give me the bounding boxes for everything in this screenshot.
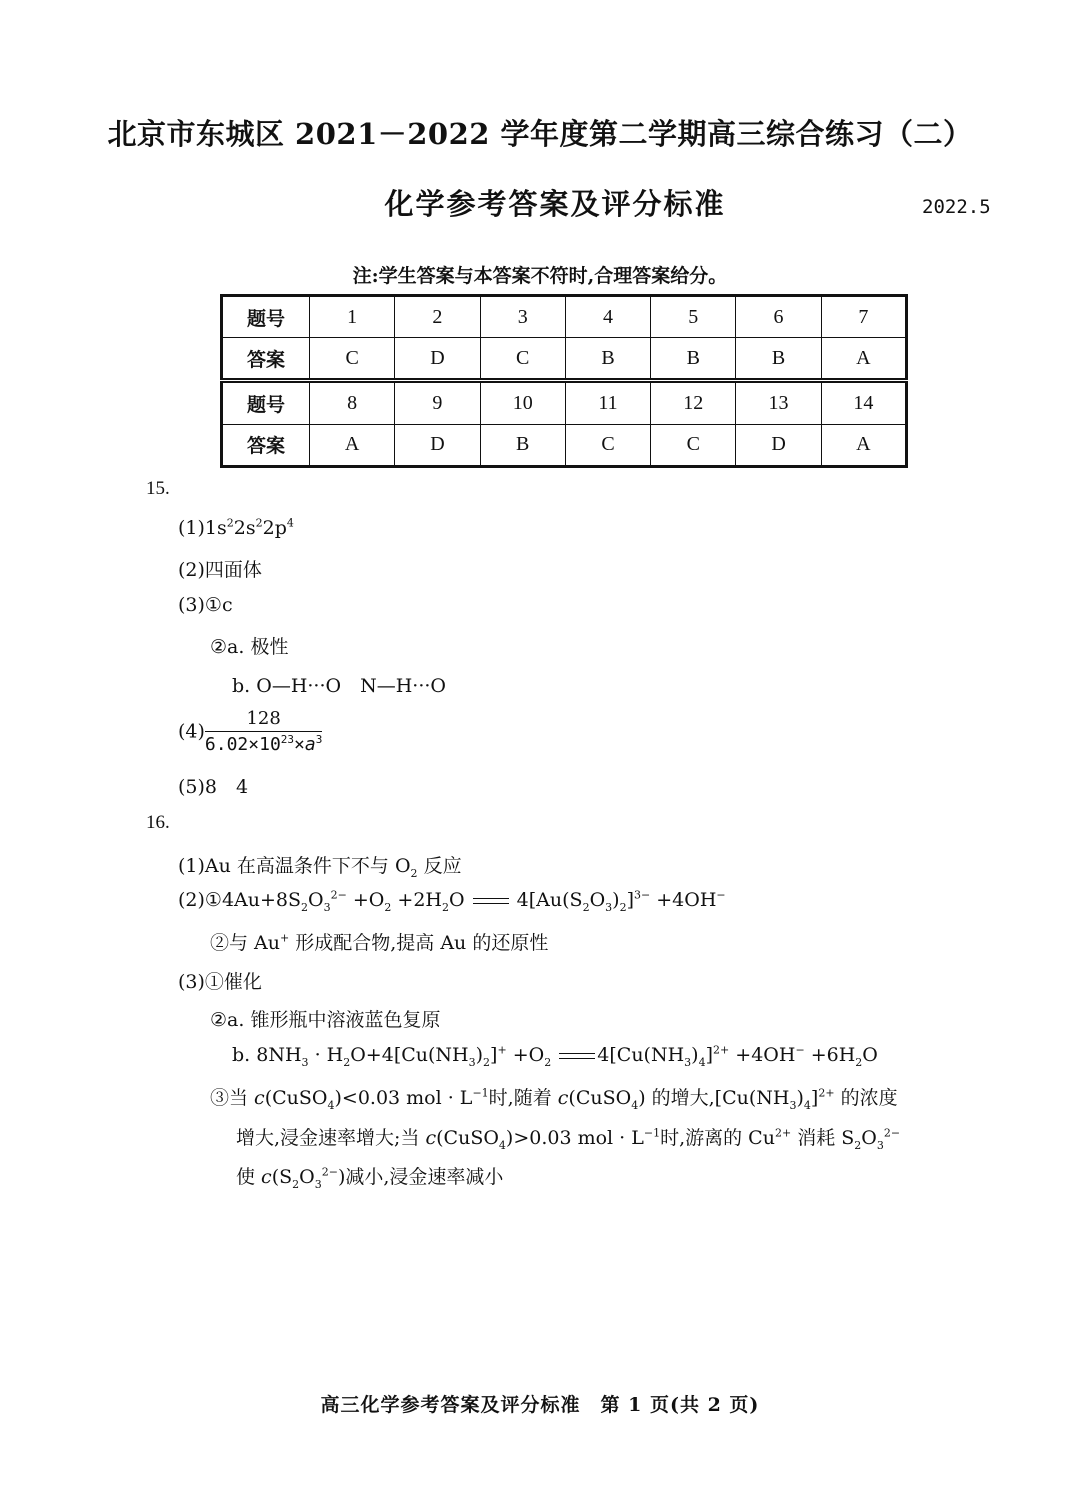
table-cell: 12 bbox=[651, 381, 736, 424]
table-cell: 3 bbox=[480, 296, 565, 338]
q16-part3-3-line1: ③当 c(CuSO$_4$)<0.03 mol · $L^{-1}$时,随着 c(CuSO$_4$) 的增大$,[Cu(NH_3)_4]^{2+}$ 的浓度 bbox=[210, 1086, 898, 1112]
note: 注:学生答案与本答案不符时,合理答案给分。 bbox=[352, 265, 728, 287]
page-title: 北京市东城区 2021－2022 学年度第二学期高三综合练习（二） bbox=[107, 117, 973, 151]
table-cell: 7 bbox=[821, 296, 906, 338]
table-cell: B bbox=[651, 338, 736, 381]
equals-sign bbox=[473, 898, 509, 904]
q15-part3-1: (3)①c bbox=[178, 594, 233, 616]
table-cell: 11 bbox=[565, 381, 650, 424]
header-cell: 题号 bbox=[222, 381, 310, 424]
table-cell: 10 bbox=[480, 381, 565, 424]
table-cell: 8 bbox=[310, 381, 395, 424]
table-cell: 9 bbox=[395, 381, 480, 424]
table-cell: A bbox=[821, 338, 906, 381]
q15-part5: (5)8 4 bbox=[178, 776, 249, 798]
table-cell: A bbox=[310, 424, 395, 466]
q15-part3-2a: ②a. 极性 bbox=[210, 636, 289, 658]
q16-part2-2: ②与 Au+ 形成配合物,提高 Au 的还原性 bbox=[210, 931, 549, 954]
header-cell: 答案 bbox=[222, 338, 310, 381]
table-row bbox=[222, 296, 907, 338]
table-cell: D bbox=[736, 424, 821, 466]
q15-part4: (4) $\frac{128}{6.02\times 10^{23}\times a^3}$ bbox=[178, 708, 323, 755]
table-cell: B bbox=[480, 424, 565, 466]
table-cell: 4 bbox=[565, 296, 650, 338]
date: 2022.5 bbox=[922, 196, 991, 218]
q16-part3-1: (3)①催化 bbox=[178, 971, 262, 993]
table-cell: C bbox=[565, 424, 650, 466]
table-cell: 6 bbox=[736, 296, 821, 338]
table-cell: B bbox=[736, 338, 821, 381]
question-number-15: 15. bbox=[146, 478, 170, 499]
q15-part1: $(1)1s^22s^22p^4$ bbox=[178, 516, 294, 539]
q16-part1: (1)Au 在高温条件下不与 $O_2$ 反应 bbox=[178, 855, 462, 880]
q16-part2-1: $(2)①4Au+8S_2O_3^{2-} +O_2 +2H_2O$ $4[Au(S_2O_3)_2]^{3-} +4OH^-$ bbox=[178, 888, 726, 914]
table-cell: C bbox=[651, 424, 736, 466]
table-cell: 14 bbox=[821, 381, 906, 424]
table-cell: C bbox=[310, 338, 395, 381]
table-cell: B bbox=[565, 338, 650, 381]
q15-part3-2b: b. O—H···O N—H···O bbox=[232, 675, 446, 697]
table-cell: 5 bbox=[651, 296, 736, 338]
answer-table bbox=[220, 294, 908, 468]
table-row bbox=[222, 381, 907, 424]
table-cell: A bbox=[821, 424, 906, 466]
table-cell: 2 bbox=[395, 296, 480, 338]
page-footer: 高三化学参考答案及评分标准 第 1 页(共 2 页) bbox=[320, 1394, 760, 1416]
table-cell: D bbox=[395, 338, 480, 381]
table-cell: D bbox=[395, 424, 480, 466]
table-cell: 1 bbox=[310, 296, 395, 338]
header-cell: 答案 bbox=[222, 424, 310, 466]
table-row bbox=[222, 424, 907, 466]
table-cell: C bbox=[480, 338, 565, 381]
q16-part3-3-line3: 使 $c(S_2O_3^{2-})$减小,浸金速率减小 bbox=[236, 1165, 504, 1191]
q16-part3-3-line2: 增大,浸金速率增大;当 c(CuSO$_4$)>0.03 mol · $L^{-1}$时,游离的 $Cu^{2+}$ 消耗 $S_2O_3^{2-}$ bbox=[236, 1126, 901, 1152]
q15-part2: (2)四面体 bbox=[178, 559, 262, 581]
table-cell: 13 bbox=[736, 381, 821, 424]
header-cell: 题号 bbox=[222, 296, 310, 338]
q16-part3-2a: ②a. 锥形瓶中溶液蓝色复原 bbox=[210, 1009, 441, 1031]
page-subtitle: 化学参考答案及评分标准 bbox=[384, 187, 726, 221]
equals-sign bbox=[559, 1053, 595, 1059]
table-row bbox=[222, 338, 907, 381]
question-number-16: 16. bbox=[146, 812, 170, 833]
q16-part3-2b: b. $8NH_3 \cdot H_2O+4[Cu(NH_3)_2]^+ +O_2$ $4[Cu(NH_3)_4]^{2+} +4OH^- +6H_2O$ bbox=[232, 1043, 878, 1069]
fraction: $\frac{128}{6.02\times 10^{23}\times a^3}$ bbox=[204, 708, 323, 755]
